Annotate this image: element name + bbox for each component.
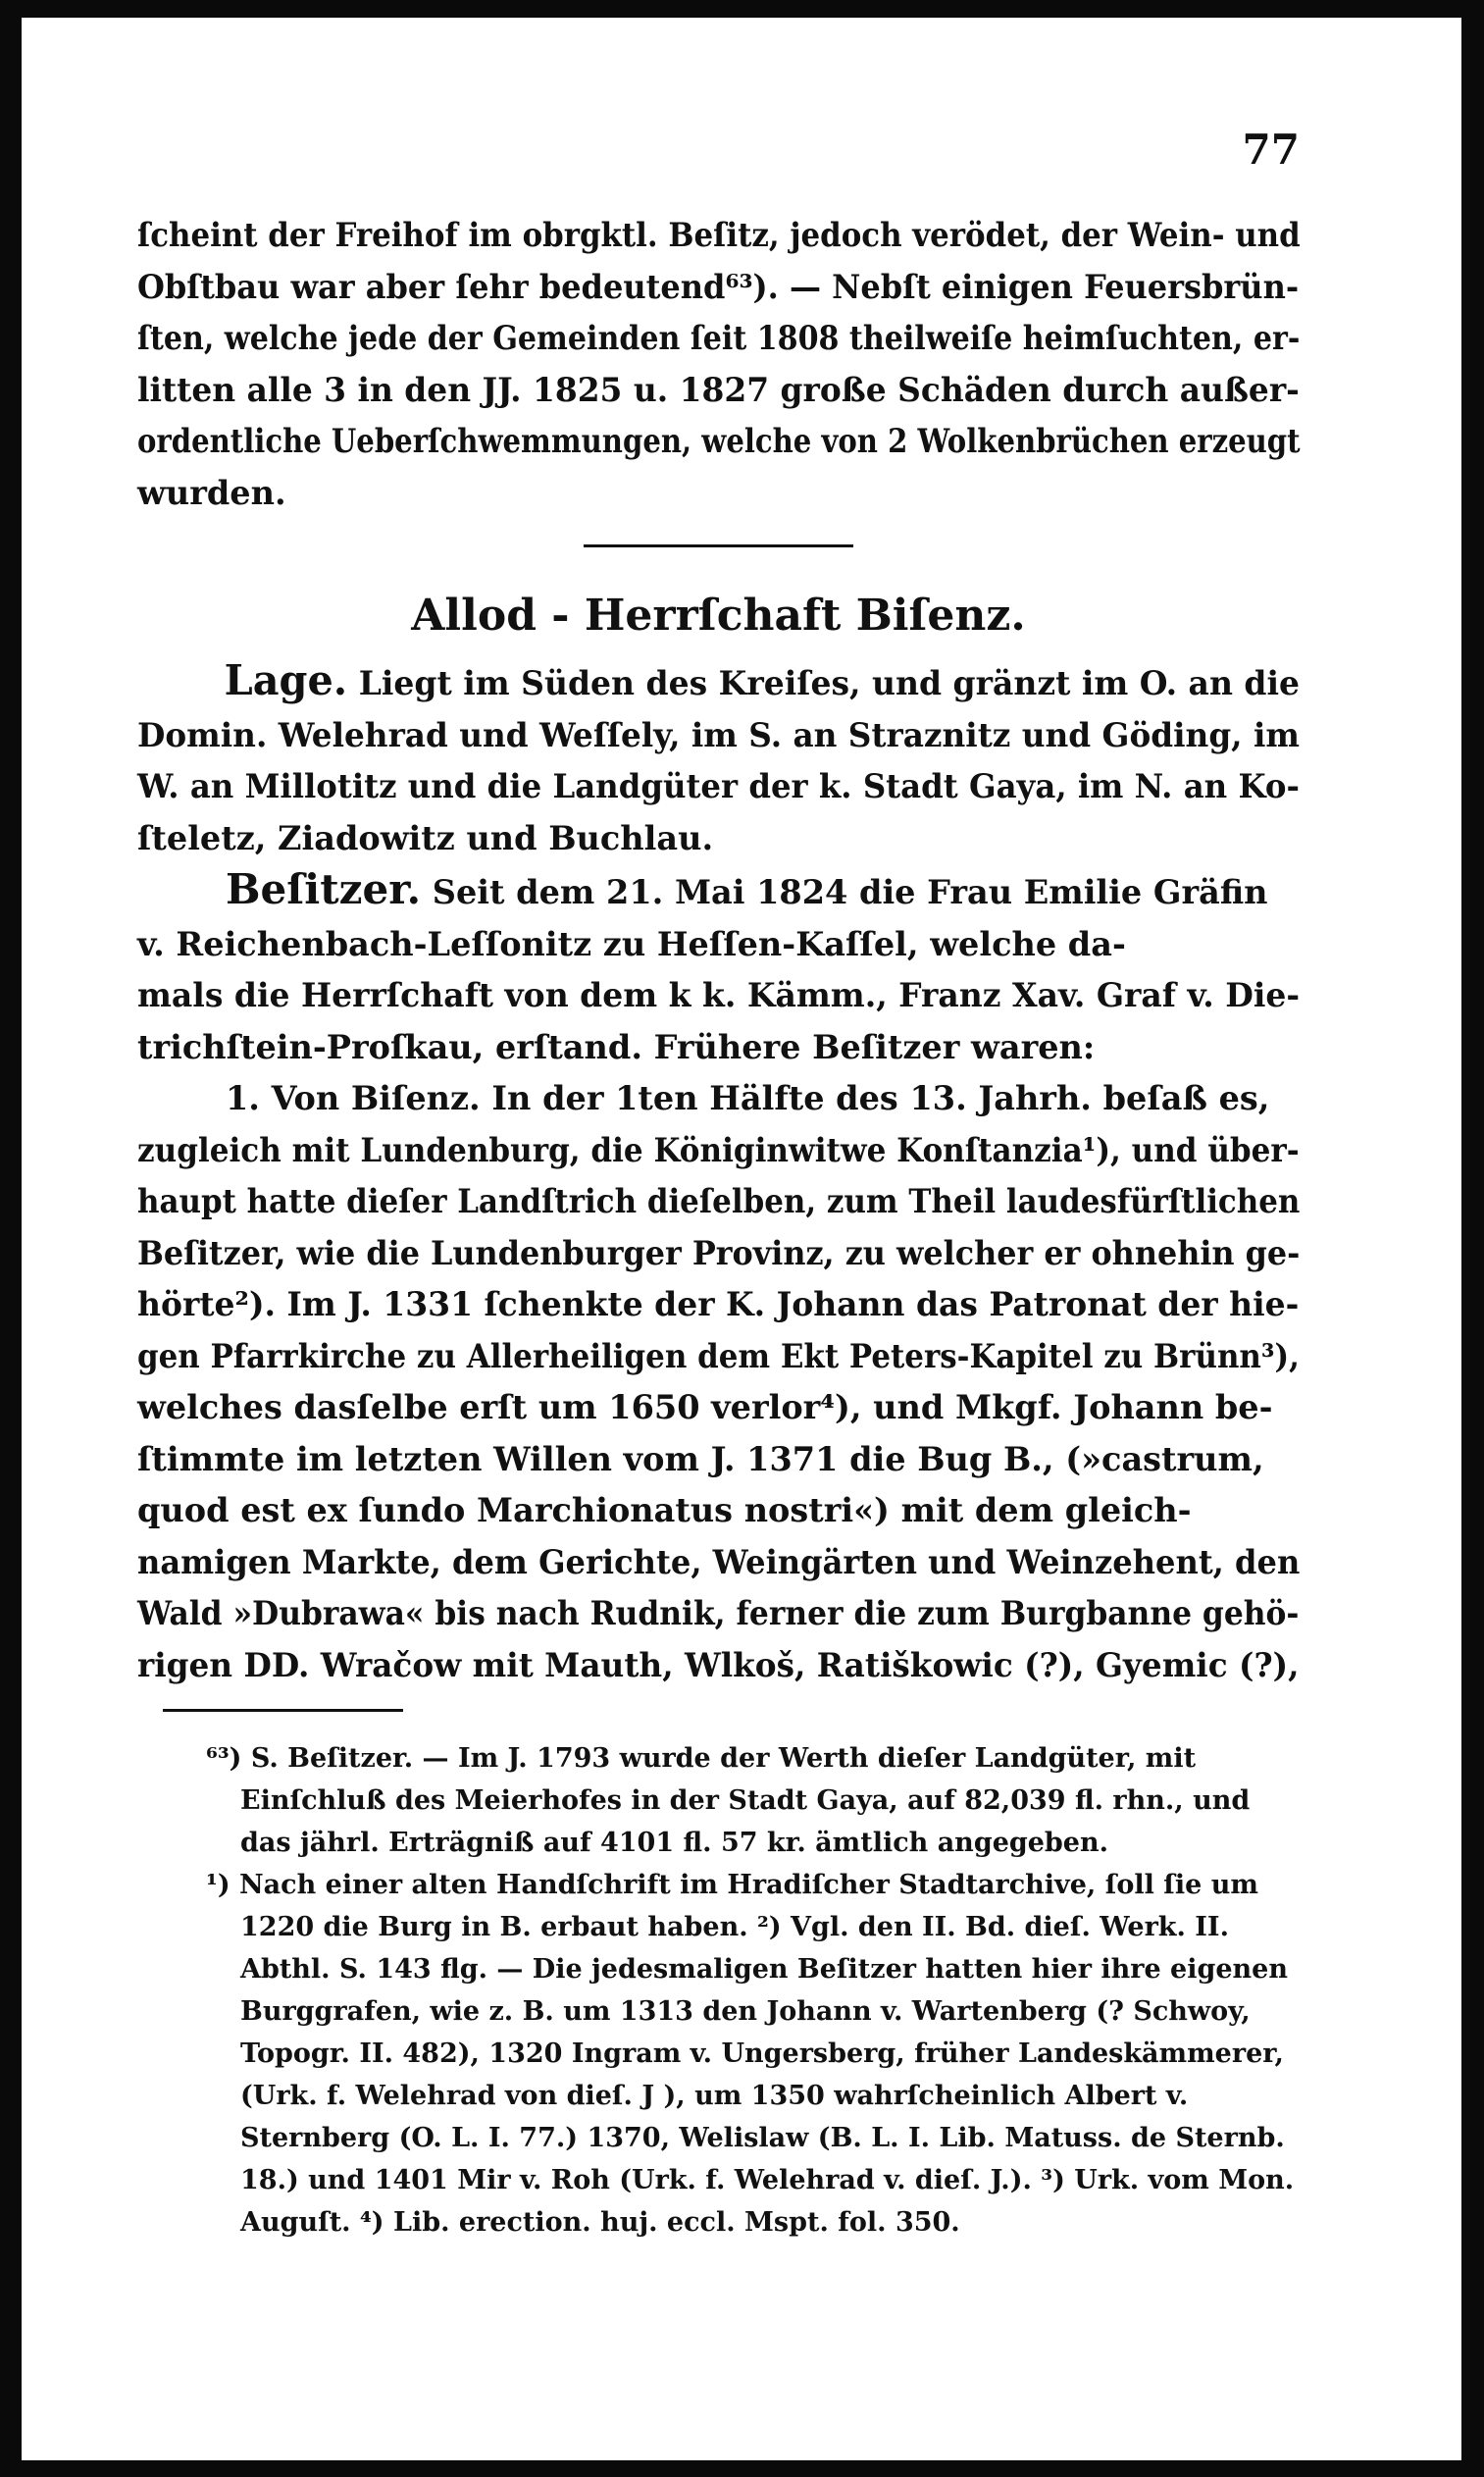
lage-paragraph (137, 655, 1300, 710)
text-line: trichſtein-Proſkau, erſtand. Frühere Beſitzer waren: (137, 1027, 1096, 1066)
text-line: 1. Von Biſenz. In der 1ten Hälfte des 13. Jahrh. beſaß es, (226, 1079, 1270, 1117)
text-line (137, 655, 1301, 710)
text-line: ordentliche Ueberſchwemmungen, welche von 2 Wolkenbrüchen erzeugt (137, 422, 1301, 460)
text-line: zugleich mit Lundenburg, die Königinwitwe Konſtanzia¹), und über- (137, 1130, 1300, 1169)
text-line: mals die Herrſchaft von dem k k. Kämm., Franz Xav. Graf v. Die- (137, 976, 1301, 1014)
text-line: gen Pfarrkirche zu Allerheiligen dem Ekt Peters-Kapitel zu Brünn³), (137, 1336, 1300, 1375)
text-line: W. an Millotitz und die Landgüter der k. Stadt Gaya, im N. an Ko- (137, 767, 1300, 805)
footnote: ¹) Nach einer alten Handſchrift im Hradiſcher Stadtarchive, ſoll ſie um 1220 die Burg in B. erbaut haben. ²) Vgl. den II. Bd. dieſ. Werk. II. Abthl. S. 143 flg. — Die jedesmaligen Beſitzer hatten hier ihre eigenen Burggrafen, wie z. B. um 1313 den Johann v. Wartenberg (? Schwoy, Topogr. II. 482), 1320 Ingram v. Ungersberg, früher Landeskämmerer, (Urk. f. Welehrad von dieſ. J ), um 1350 wahrſcheinlich Albert v. Sternberg (O. L. I. 77.) 1370, Welislaw (B. L. I. Lib. Matuss. de Sternb. 18.) und 1401 Mir v. Roh (Urk. f. Welehrad v. dieſ. J.). ³) Urk. vom Mon. Auguſt. ⁴) Lib. erection. huj. eccl. Mspt. fol. 350. (206, 1870, 1295, 2238)
text-line: Domin. Welehrad und Weſſely, im S. an Straznitz und Göding, im (137, 715, 1300, 754)
text-line: quod est ex ſundo Marchionatus nostri«) mit dem gleich- (137, 1491, 1192, 1529)
text-line: Beſitzer, wie die Lundenburger Provinz, zu welcher er ohnehin ge- (137, 1233, 1301, 1272)
lage-label: Lage. (224, 656, 348, 704)
text-line: ſtimmte im letzten Willen vom J. 1371 die Bug B., (»castrum, (137, 1439, 1264, 1478)
footnotes (137, 1737, 1300, 2244)
text-line: welches dasſelbe erſt um 1650 verlor⁴), und Mkgf. Johann be- (137, 1388, 1273, 1426)
text-line: Wald »Dubrawa« bis nach Rudnik, ferner die zum Burgbanne gehö- (137, 1594, 1300, 1632)
besitzer-text: Seit dem 21. Mai 1824 die Frau Emilie Gräfin (421, 873, 1268, 911)
text-line (137, 864, 1300, 919)
lage-text: Liegt im Süden des Kreiſes, und gränzt im O. an die (347, 664, 1301, 702)
text-line: Obſtbau war aber ſehr bedeutend⁶³). — Nebſt einigen Feuersbrün- (137, 267, 1300, 306)
text-line: ſcheint der Freihof im obrgktl. Beſitz, jedoch verödet, der Wein- und (137, 216, 1301, 254)
text-line: hörte²). Im J. 1331 ſchenkte der K. Johann das Patronat der hie- (137, 1285, 1300, 1323)
text-line: haupt hatte dieſer Landſtrich dieſelben, zum Theil laudesfürſtlichen (137, 1182, 1301, 1220)
body-text (137, 135, 1300, 1691)
book-page (22, 18, 1461, 2460)
text-line: rigen DD. Wračow mit Mauth, Wlkoš, Ratiškowic (?), Gyemic (?), (137, 1645, 1300, 1684)
text-line: v. Reichenbach-Leſſonitz zu Heſſen-Kaſſel, welche da- (137, 924, 1126, 963)
text-line: ſten, welche jede der Gemeinden ſeit 1808 theilweiſe heimſuchten, er- (137, 319, 1301, 357)
paragraph-1 (137, 210, 1300, 519)
text-line: namigen Markte, dem Gerichte, Weingärten und Weinzehent, den (137, 1542, 1301, 1581)
page-content (137, 126, 1301, 2244)
section-heading: Allod - Herrſchaft Biſenz. (411, 591, 1026, 641)
text-line: wurden. (137, 473, 286, 512)
page-number: 77 (1242, 126, 1300, 174)
footnote: ⁶³) S. Beſitzer. — Im J. 1793 wurde der Werth dieſer Landgüter, mit Einſchluß des Meierhofes in der Stadt Gaya, auf 82,039 fl. rhn., und das jährl. Erträgniß auf 4101 fl. 57 kr. ämtlich angegeben. (206, 1743, 1251, 1858)
besitzer-label: Beſitzer. (226, 865, 422, 913)
footnote-divider (163, 1709, 403, 1712)
section-divider (584, 544, 853, 547)
text-line: litten alle 3 in den JJ. 1825 u. 1827 große Schäden durch außer- (137, 370, 1300, 409)
owners-list (137, 1073, 1300, 1691)
text-line: ſteletz, Ziadowitz und Buchlau. (137, 818, 714, 857)
